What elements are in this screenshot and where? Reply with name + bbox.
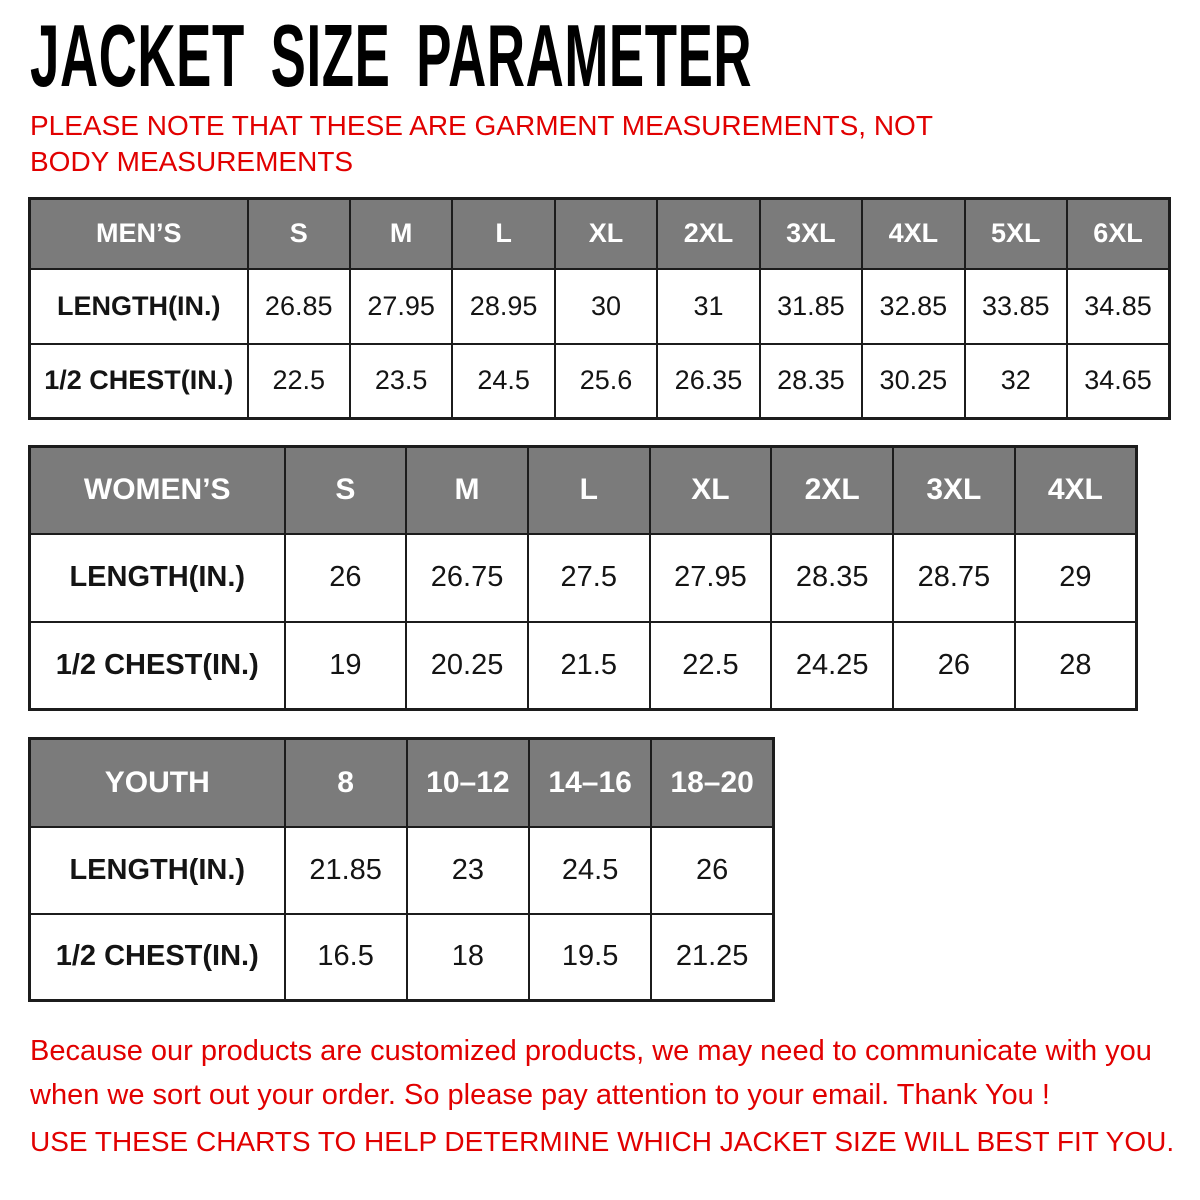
mens-size-table: [28, 197, 1171, 420]
size-value-cell: 25.6: [555, 344, 657, 419]
size-value-cell: 23.5: [350, 344, 452, 419]
womens-header-row: [30, 447, 1137, 534]
size-value-cell: 33.85: [965, 269, 1067, 344]
size-value-cell: 26: [893, 622, 1015, 710]
youth-size-table: [28, 737, 775, 1002]
size-value-cell: 30: [555, 269, 657, 344]
womens-table-wrapper: [28, 445, 1138, 711]
mens-table-title: MEN’S: [30, 199, 248, 269]
size-value-cell: 22.5: [248, 344, 350, 419]
page-title: JACKET SIZE PARAMETER: [30, 6, 753, 105]
size-value-cell: 34.65: [1067, 344, 1170, 419]
row-label: 1/2 CHEST(IN.): [30, 914, 285, 1001]
size-value-cell: 28.35: [771, 534, 893, 622]
youth-size-header-10-12: 10–12: [407, 739, 529, 827]
size-value-cell: 21.5: [528, 622, 650, 710]
row-label: LENGTH(IN.): [30, 827, 285, 914]
row-label: 1/2 CHEST(IN.): [30, 622, 285, 710]
size-value-cell: 21.85: [285, 827, 407, 914]
mens-size-header-m: M: [350, 199, 452, 269]
size-value-cell: 16.5: [285, 914, 407, 1001]
youth-length-row: [30, 827, 774, 914]
youth-table-wrapper: [28, 737, 775, 1002]
size-value-cell: 18: [407, 914, 529, 1001]
mens-size-header-s: S: [248, 199, 350, 269]
size-value-cell: 28: [1015, 622, 1137, 710]
mens-size-header-2xl: 2XL: [657, 199, 759, 269]
mens-size-header-xl: XL: [555, 199, 657, 269]
size-value-cell: 27.95: [650, 534, 772, 622]
mens-size-header-l: L: [452, 199, 554, 269]
youth-header-row: [30, 739, 774, 827]
youth-size-header-14-16: 14–16: [529, 739, 651, 827]
size-value-cell: 26: [285, 534, 407, 622]
footer-cta: USE THESE CHARTS TO HELP DETERMINE WHICH JACKET SIZE WILL BEST FIT YOU.: [30, 1126, 1175, 1157]
size-value-cell: 32: [965, 344, 1067, 419]
row-label: 1/2 CHEST(IN.): [30, 344, 248, 419]
size-value-cell: 26.75: [406, 534, 528, 622]
womens-size-header-4xl: 4XL: [1015, 447, 1137, 534]
row-label: LENGTH(IN.): [30, 534, 285, 622]
size-value-cell: 27.95: [350, 269, 452, 344]
mens-chest-row: [30, 344, 1170, 419]
size-value-cell: 21.25: [651, 914, 773, 1001]
size-value-cell: 30.25: [862, 344, 964, 419]
womens-size-header-l: L: [528, 447, 650, 534]
size-value-cell: 24.25: [771, 622, 893, 710]
mens-table-wrapper: [28, 197, 1171, 420]
size-value-cell: 23: [407, 827, 529, 914]
size-value-cell: 20.25: [406, 622, 528, 710]
womens-table-title: WOMEN’S: [30, 447, 285, 534]
womens-size-header-s: S: [285, 447, 407, 534]
youth-chest-row: [30, 914, 774, 1001]
womens-size-table: [28, 445, 1138, 711]
size-value-cell: 31.85: [760, 269, 862, 344]
size-value-cell: 29: [1015, 534, 1137, 622]
size-value-cell: 31: [657, 269, 759, 344]
mens-size-header-6xl: 6XL: [1067, 199, 1170, 269]
womens-size-header-m: M: [406, 447, 528, 534]
mens-size-header-4xl: 4XL: [862, 199, 964, 269]
size-value-cell: 22.5: [650, 622, 772, 710]
size-value-cell: 26.35: [657, 344, 759, 419]
size-value-cell: 28.35: [760, 344, 862, 419]
size-value-cell: 24.5: [529, 827, 651, 914]
mens-size-header-3xl: 3XL: [760, 199, 862, 269]
womens-size-header-xl: XL: [650, 447, 772, 534]
size-value-cell: 24.5: [452, 344, 554, 419]
youth-table-title: YOUTH: [30, 739, 285, 827]
size-value-cell: 26.85: [248, 269, 350, 344]
womens-size-header-2xl: 2XL: [771, 447, 893, 534]
size-value-cell: 34.85: [1067, 269, 1170, 344]
size-value-cell: 19.5: [529, 914, 651, 1001]
size-value-cell: 28.95: [452, 269, 554, 344]
mens-size-header-5xl: 5XL: [965, 199, 1067, 269]
womens-size-header-3xl: 3XL: [893, 447, 1015, 534]
size-value-cell: 19: [285, 622, 407, 710]
footer-note: Because our products are customized products, we may need to communicate with you when we sort out your order. So please pay attention to your email. Thank You !: [30, 1035, 1152, 1111]
size-value-cell: 32.85: [862, 269, 964, 344]
row-label: LENGTH(IN.): [30, 269, 248, 344]
womens-length-row: [30, 534, 1137, 622]
size-value-cell: 28.75: [893, 534, 1015, 622]
youth-size-header-18-20: 18–20: [651, 739, 773, 827]
size-value-cell: 27.5: [528, 534, 650, 622]
youth-size-header-8: 8: [285, 739, 407, 827]
womens-chest-row: [30, 622, 1137, 710]
mens-length-row: [30, 269, 1170, 344]
mens-header-row: [30, 199, 1170, 269]
size-value-cell: 26: [651, 827, 773, 914]
measurement-note: PLEASE NOTE THAT THESE ARE GARMENT MEASUREMENTS, NOT BODY MEASUREMENTS: [30, 110, 933, 177]
